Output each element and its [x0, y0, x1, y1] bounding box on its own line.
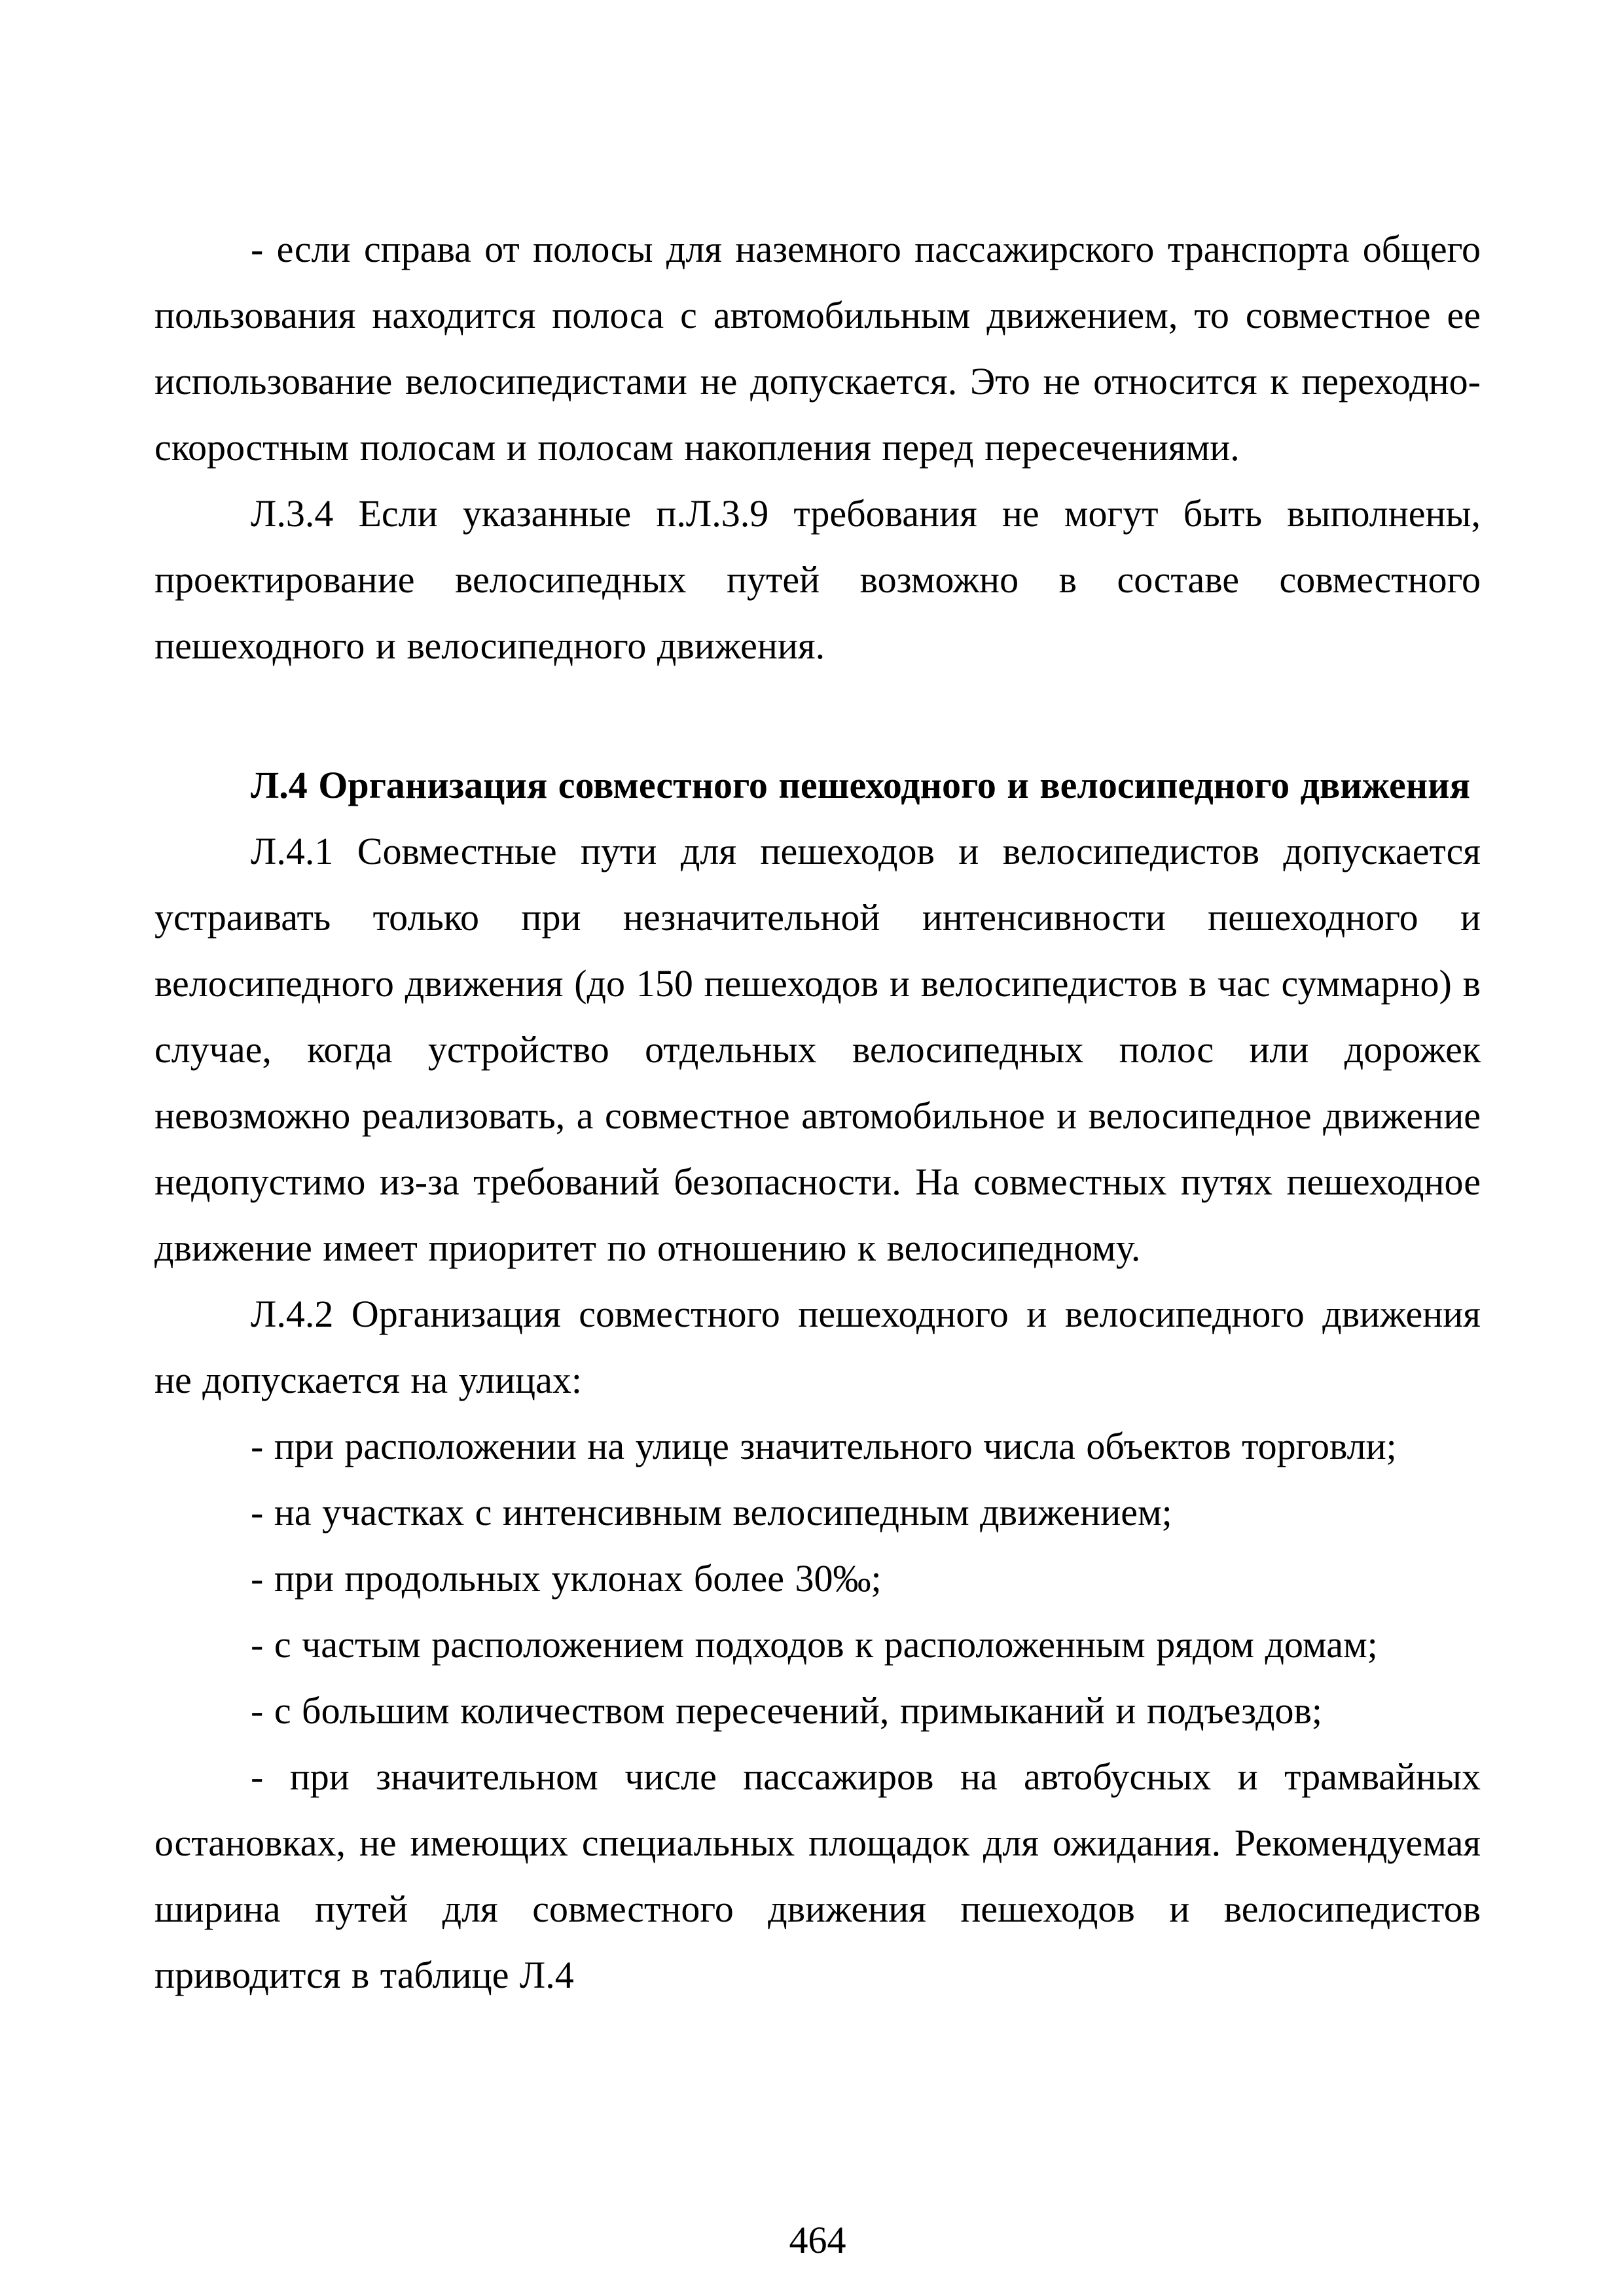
paragraph: - при значительном числе пассажиров на автобусных и трамвайных остановках, не имеющих специальных площадок для ожидания. Рекомендуемая ширина путей для совместного движения пешеходов и велосипедистов приводится в таблице Л.4 — [154, 1755, 1481, 1996]
list-item: - с большим количеством пересечений, примыканий и подъездов; — [251, 1689, 1322, 1732]
list-item: - при продольных уклонах более 30‰; — [251, 1557, 882, 1600]
list-item: - на участках с интенсивным велосипедным движением; — [251, 1491, 1172, 1534]
section-heading: Л.4 Организация совместного пешеходного и велосипедного движения — [251, 764, 1470, 806]
paragraph: Л.3.4 Если указанные п.Л.3.9 требования не могут быть выполнены, проектирование велосипедных путей возможно в составе совместного пешеходного и велосипедного движения. — [154, 492, 1481, 667]
list-item: - с частым расположением подходов к расположенным рядом домам; — [251, 1623, 1378, 1666]
paragraph: - если справа от полосы для наземного пассажирского транспорта общего пользования находится полоса с автомобильным движением, то совместное ее использование велосипедистами не допускается. Это не относится к переходно-скоростным полосам и полосам накопления перед пересечениями. — [154, 228, 1481, 469]
page-content — [154, 216, 1481, 2008]
paragraph: Л.4.2 Организация совместного пешеходного и велосипедного движения не допускается на улицах: — [154, 1293, 1481, 1401]
paragraph: Л.4.1 Совместные пути для пешеходов и велосипедистов допускается устраивать только при незначительной интенсивности пешеходного и велосипедного движения (до 150 пешеходов и велосипедистов в час суммарно) в случае, когда устройство отдельных велосипедных полос или дорожек невозможно реализовать, а совместное автомобильное и велосипедное движение недопустимо из-за требований безопасности. На совместных путях пешеходное движение имеет приоритет по отношению к велосипедному. — [154, 830, 1481, 1269]
list-item: - при расположении на улице значительного числа объектов торговли; — [251, 1425, 1397, 1467]
page-number: 464 — [789, 2219, 846, 2261]
